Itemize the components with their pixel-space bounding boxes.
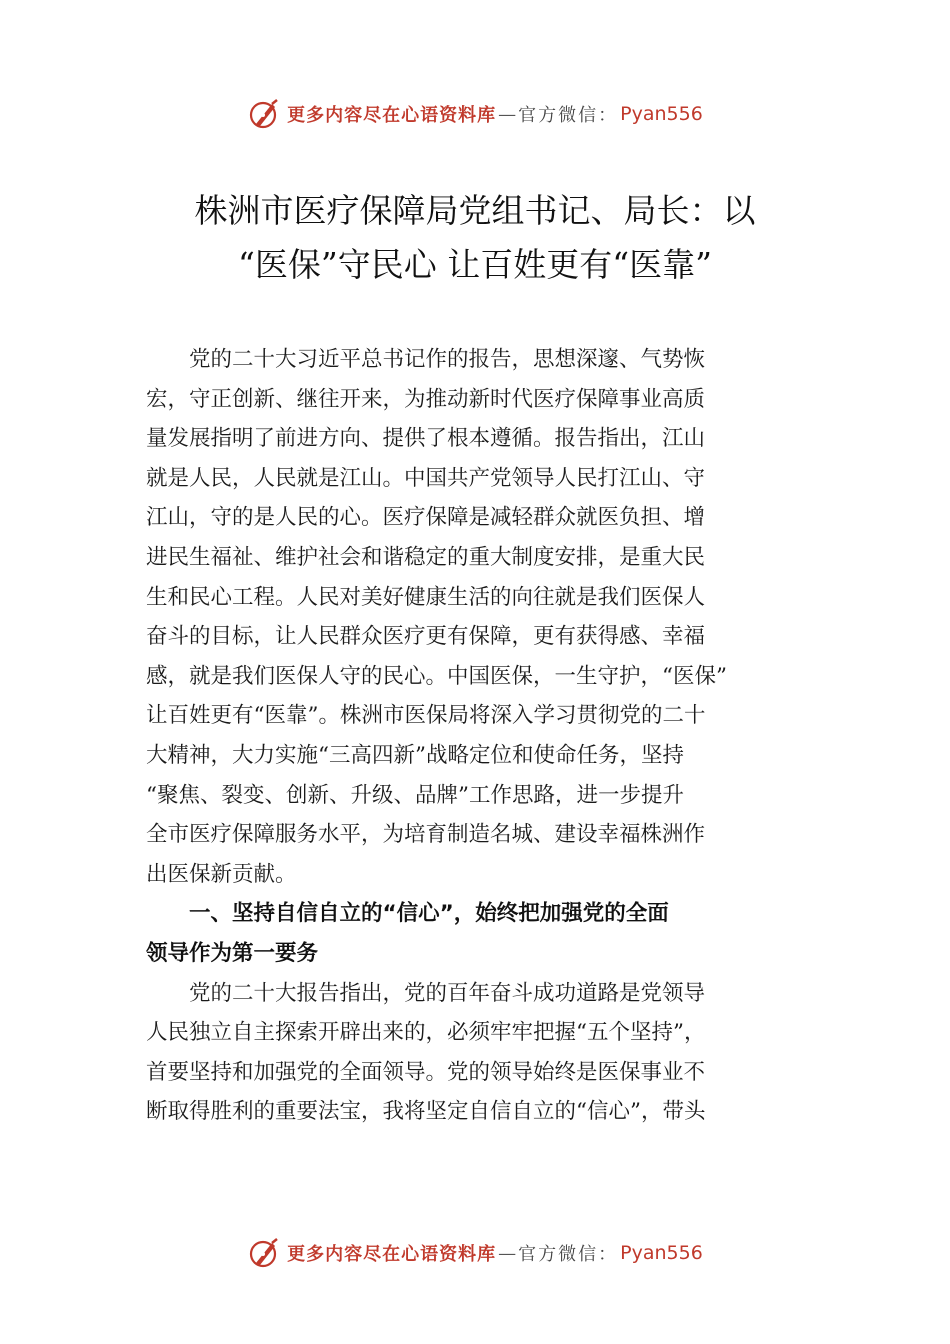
text-line: 党的二十大习近平总书记作的报告，思想深邃、气势恢: [189, 347, 706, 372]
section-heading-1: [146, 894, 806, 973]
text-line: 奋斗的目标，让人民群众医疗更有保障，更有获得感、幸福: [146, 624, 706, 650]
text-line: 宏，守正创新、继往开来，为推动新时代医疗保障事业高质: [146, 386, 706, 412]
banner-wechat-id: Pyan556: [620, 103, 703, 125]
heading-line: 一、坚持自信自立的“信心”，始终把加强党的全面: [189, 901, 669, 927]
banner-wechat-label: 官方微信：: [518, 1244, 619, 1265]
banner-dash: —: [498, 103, 517, 125]
text-line: 党的二十大报告指出，党的百年奋斗成功道路是党领导: [189, 980, 706, 1006]
text-line: 大精神，大力实施“三高四新”战略定位和使命任务，坚持: [146, 742, 684, 768]
banner-wechat-label: 官方微信：: [518, 105, 619, 126]
text-line: 江山，守的是人民的心。医疗保障是减轻群众就医负担、增: [146, 505, 706, 531]
pen-nib-logo-icon: [247, 97, 281, 131]
text-line: 让百姓更有“医靠”。株洲市医保局将深入学习贯彻党的二十: [146, 703, 706, 729]
heading-line: 领导作为第一要务: [146, 940, 319, 966]
header-banner: [0, 94, 950, 134]
title-line-1: 株洲市医疗保障局党组书记、局长：以: [194, 191, 756, 230]
text-line: 感，就是我们医保人守的民心。中国医保，一生守护，“医保”: [146, 663, 727, 689]
footer-banner: [0, 1233, 950, 1273]
title-line-2: “医保”守民心 让百姓更有“医靠”: [238, 245, 712, 284]
document-body: [146, 340, 806, 1132]
text-line: 断取得胜利的重要法宝，我将坚定自信自立的“信心”，带头: [146, 1099, 706, 1125]
text-line: 首要坚持和加强党的全面领导。党的领导始终是医保事业不: [146, 1059, 706, 1085]
text-line: 出医保新贡献。: [146, 861, 297, 887]
paragraph-section-1: [146, 974, 806, 1132]
text-line: 就是人民，人民就是江山。中国共产党领导人民打江山、守: [146, 465, 706, 491]
text-line: 人民独立自主探索开辟出来的，必须牢牢把握“五个坚持”，: [146, 1020, 706, 1046]
banner-wechat-id: Pyan556: [620, 1242, 703, 1264]
banner-site-name: 更多内容尽在心语资料库: [287, 1244, 497, 1265]
banner-site-name: 更多内容尽在心语资料库: [287, 105, 497, 126]
text-line: 量发展指明了前进方向、提供了根本遵循。报告指出，江山: [146, 426, 706, 452]
text-line: 进民生福祉、维护社会和谐稳定的重大制度安排，是重大民: [146, 544, 706, 570]
text-line: “聚焦、裂变、创新、升级、品牌”工作思路，进一步提升: [146, 782, 684, 808]
pen-nib-logo-icon: [247, 1236, 281, 1270]
document-title: [130, 184, 820, 292]
text-line: 生和民心工程。人民对美好健康生活的向往就是我们医保人: [146, 584, 706, 610]
paragraph-intro: [146, 340, 806, 894]
banner-dash: —: [498, 1242, 517, 1264]
text-line: 全市医疗保障服务水平，为培育制造名城、建设幸福株洲作: [146, 822, 706, 848]
